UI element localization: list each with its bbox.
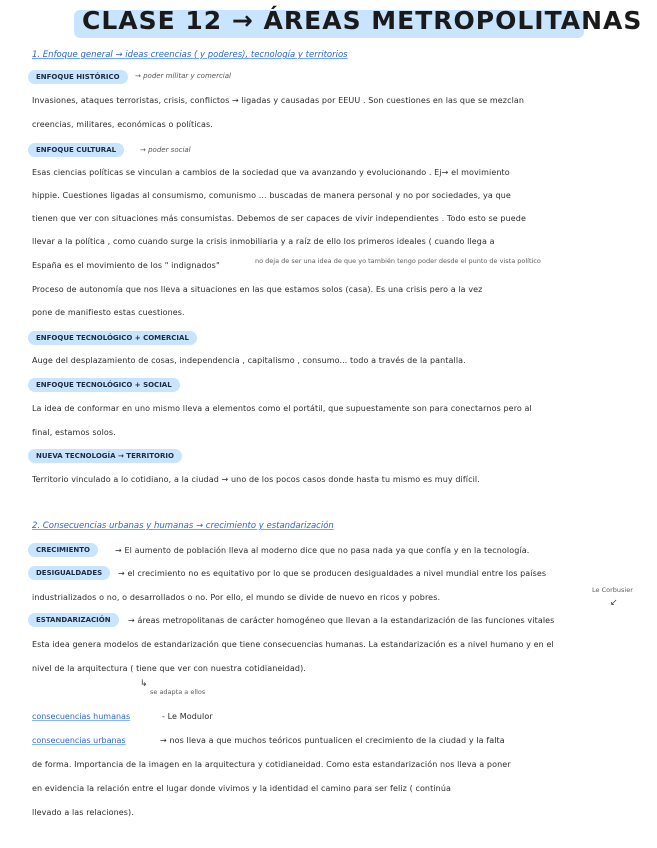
text-line: de forma. Importancia de la imagen en la arquitectura y cotidianeidad. Como esta estandarización nos lleva a poner bbox=[32, 760, 511, 769]
adapta-note: se adapta a ellos bbox=[150, 688, 206, 696]
le-corbusier-note: Le Corbusier bbox=[592, 586, 633, 594]
text-line: hippie. Cuestiones ligadas al consumismo, comunismo ... buscadas de manera personal y no por sociedades, ya que bbox=[32, 191, 511, 200]
text-line: creencias, militares, económicas o políticas. bbox=[32, 120, 213, 129]
note-enfoque-historico: → poder militar y comercial bbox=[135, 72, 231, 80]
title-block bbox=[74, 6, 643, 40]
text-line: - Le Modulor bbox=[162, 712, 213, 721]
label-consecuencias-humanas: consecuencias humanas bbox=[32, 712, 131, 721]
label-desigualdades: DESIGUALDADES bbox=[28, 566, 110, 580]
text-line: Esas ciencias políticas se vinculan a cambios de la sociedad que va avanzando y evolucionando . Ej→ el movimiento bbox=[32, 168, 510, 177]
text-line: final, estamos solos. bbox=[32, 428, 116, 437]
page-title: CLASE 12 → ÁREAS METROPOLITANAS bbox=[82, 6, 643, 35]
label-crecimiento: CRECIMIENTO bbox=[28, 543, 98, 557]
label-nueva-tecnologia: NUEVA TECNOLOGÍA → TERRITORIO bbox=[28, 449, 182, 463]
text-line: → áreas metropolitanas de carácter homogéneo que llevan a la estandarización de las funciones vitales bbox=[128, 616, 555, 625]
text-line: Esta idea genera modelos de estandarización que tiene consecuencias humanas. La estandarización es a nivel humano y en el bbox=[32, 640, 554, 649]
label-enfoque-historico: ENFOQUE HISTÓRICO bbox=[28, 70, 128, 84]
text-line: industrializados o no, o desarrollados o no. Por ello, el mundo se divide de nuevo en ricos y pobres. bbox=[32, 593, 441, 602]
text-line: España es el movimiento de los " indignados" bbox=[32, 261, 220, 270]
label-enfoque-cultural: ENFOQUE CULTURAL bbox=[28, 143, 124, 157]
label-consecuencias-urbanas: consecuencias urbanas bbox=[32, 736, 126, 745]
note-enfoque-cultural: → poder social bbox=[140, 146, 191, 154]
text-line: nivel de la arquitectura ( tiene que ver con nuestra cotidianeidad). bbox=[32, 664, 306, 673]
text-line: Proceso de autonomía que nos lleva a situaciones en las que estamos solos (casa). Es una crisis pero a la vez bbox=[32, 285, 483, 294]
text-line: Invasiones, ataques terroristas, crisis, conflictos → ligadas y causadas por EEUU . Son cuestiones en las que se mezclan bbox=[32, 96, 525, 105]
aside-note: no deja de ser una idea de que yo también tengo poder desde el punto de vista político bbox=[255, 257, 541, 265]
label-enfoque-tec-social: ENFOQUE TECNOLÓGICO + SOCIAL bbox=[28, 378, 180, 392]
section-1-heading: 1. Enfoque general → ideas creencias ( y poderes), tecnología y territorios bbox=[32, 50, 348, 60]
text-line: Auge del desplazamiento de cosas, independencia , capitalismo , consumo... todo a través de la pantalla. bbox=[32, 356, 466, 365]
text-line: llevar a la política , como cuando surge la crisis inmobiliaria y a raíz de ello los primeros ideales ( cuando llega a bbox=[32, 237, 495, 246]
text-line: La idea de conformar en uno mismo lleva a elementos como el portátil, que supuestamente son para conectarnos pero al bbox=[32, 404, 532, 413]
label-estandarizacion: ESTANDARIZACIÓN bbox=[28, 613, 119, 627]
text-line: en evidencia la relación entre el lugar donde vivimos y la identidad el camino para ser feliz ( continúa bbox=[32, 784, 452, 793]
text-line: tienen que ver con situaciones más consumistas. Debemos de ser capaces de vivir independientes . Todo esto se puede bbox=[32, 214, 526, 223]
text-line: → el crecimiento no es equitativo por lo que se producen desigualdades a nivel mundial entre los países bbox=[118, 569, 547, 578]
text-line: → nos lleva a que muchos teóricos puntualicen el crecimiento de la ciudad y la falta bbox=[160, 736, 505, 745]
section-2-heading: 2. Consecuencias urbanas y humanas → crecimiento y estandarización bbox=[32, 521, 334, 531]
text-line: llevado a las relaciones). bbox=[32, 808, 134, 817]
label-enfoque-tec-comercial: ENFOQUE TECNOLÓGICO + COMERCIAL bbox=[28, 331, 197, 345]
arrow-down-icon: ↙ bbox=[610, 598, 618, 608]
text-line: pone de manifiesto estas cuestiones. bbox=[32, 308, 185, 317]
arrow-curve-icon: ↳ bbox=[140, 679, 148, 689]
text-line: Territorio vinculado a lo cotidiano, a la ciudad → uno de los pocos casos donde hasta tu mismo es muy difícil. bbox=[32, 475, 480, 484]
text-line: → El aumento de población lleva al moderno dice que no pasa nada ya que confía y en la tecnología. bbox=[115, 546, 530, 555]
